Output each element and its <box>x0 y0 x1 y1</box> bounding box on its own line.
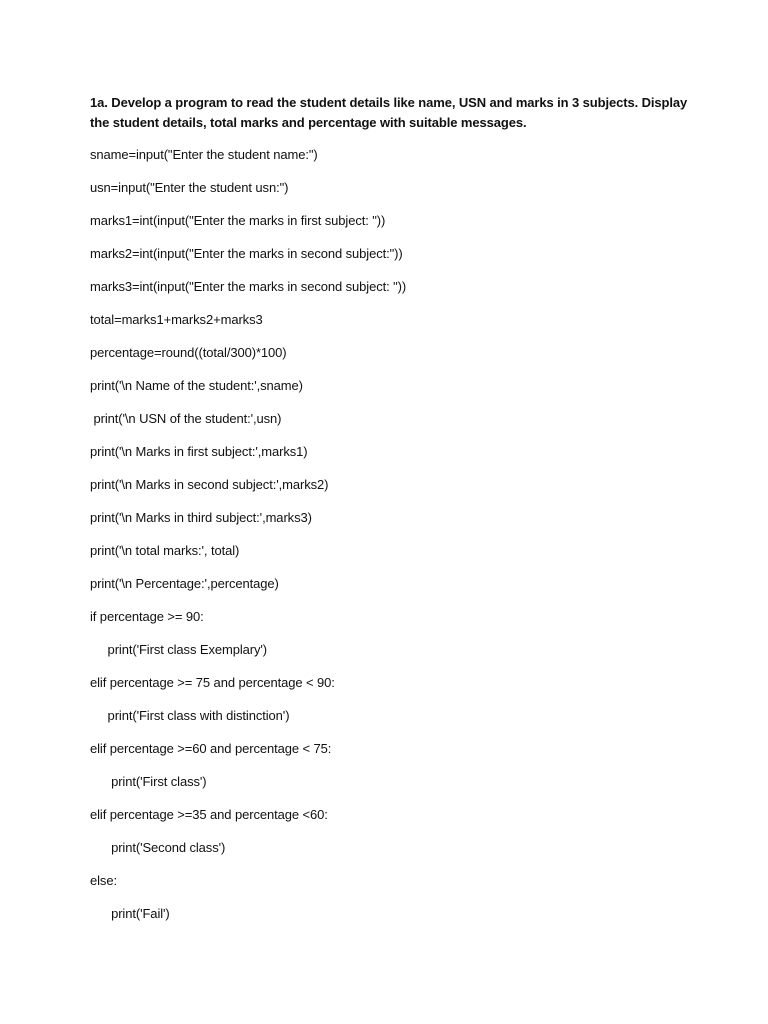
code-line: print('Fail') <box>90 906 170 921</box>
code-line: print('\n Percentage:',percentage) <box>90 576 279 591</box>
code-line: print('\n Marks in second subject:',marks2) <box>90 477 329 492</box>
code-line: print('\n total marks:', total) <box>90 543 240 558</box>
code-line: print('\n Marks in third subject:',marks3) <box>90 510 312 525</box>
code-line: sname=input("Enter the student name:") <box>90 147 318 162</box>
code-line: elif percentage >= 75 and percentage < 90: <box>90 675 335 690</box>
code-line: total=marks1+marks2+marks3 <box>90 312 263 327</box>
code-line: marks3=int(input("Enter the marks in second subject: ")) <box>90 279 407 294</box>
code-line: if percentage >= 90: <box>90 609 204 624</box>
code-line: print('First class Exemplary') <box>90 642 267 657</box>
code-line: print('\n Marks in first subject:',marks1) <box>90 444 308 459</box>
code-line: percentage=round((total/300)*100) <box>90 345 287 360</box>
code-line: else: <box>90 873 117 888</box>
code-line: elif percentage >=35 and percentage <60: <box>90 807 328 822</box>
code-line: usn=input("Enter the student usn:") <box>90 180 289 195</box>
code-block <box>90 146 730 938</box>
assignment-heading: 1a. Develop a program to read the student details like name, USN and marks in 3 subjects. Display the student details, total marks and percentage with suitable messages. <box>90 95 688 130</box>
code-line: elif percentage >=60 and percentage < 75: <box>90 741 332 756</box>
code-line: print('\n Name of the student:',sname) <box>90 378 303 393</box>
code-line: marks1=int(input("Enter the marks in first subject: ")) <box>90 213 386 228</box>
code-line: print('Second class') <box>90 840 226 855</box>
code-line: print('\n USN of the student:',usn) <box>90 411 282 426</box>
code-line: print('First class with distinction') <box>90 708 290 723</box>
code-line: print('First class') <box>90 774 207 789</box>
code-line: marks2=int(input("Enter the marks in second subject:")) <box>90 246 403 261</box>
